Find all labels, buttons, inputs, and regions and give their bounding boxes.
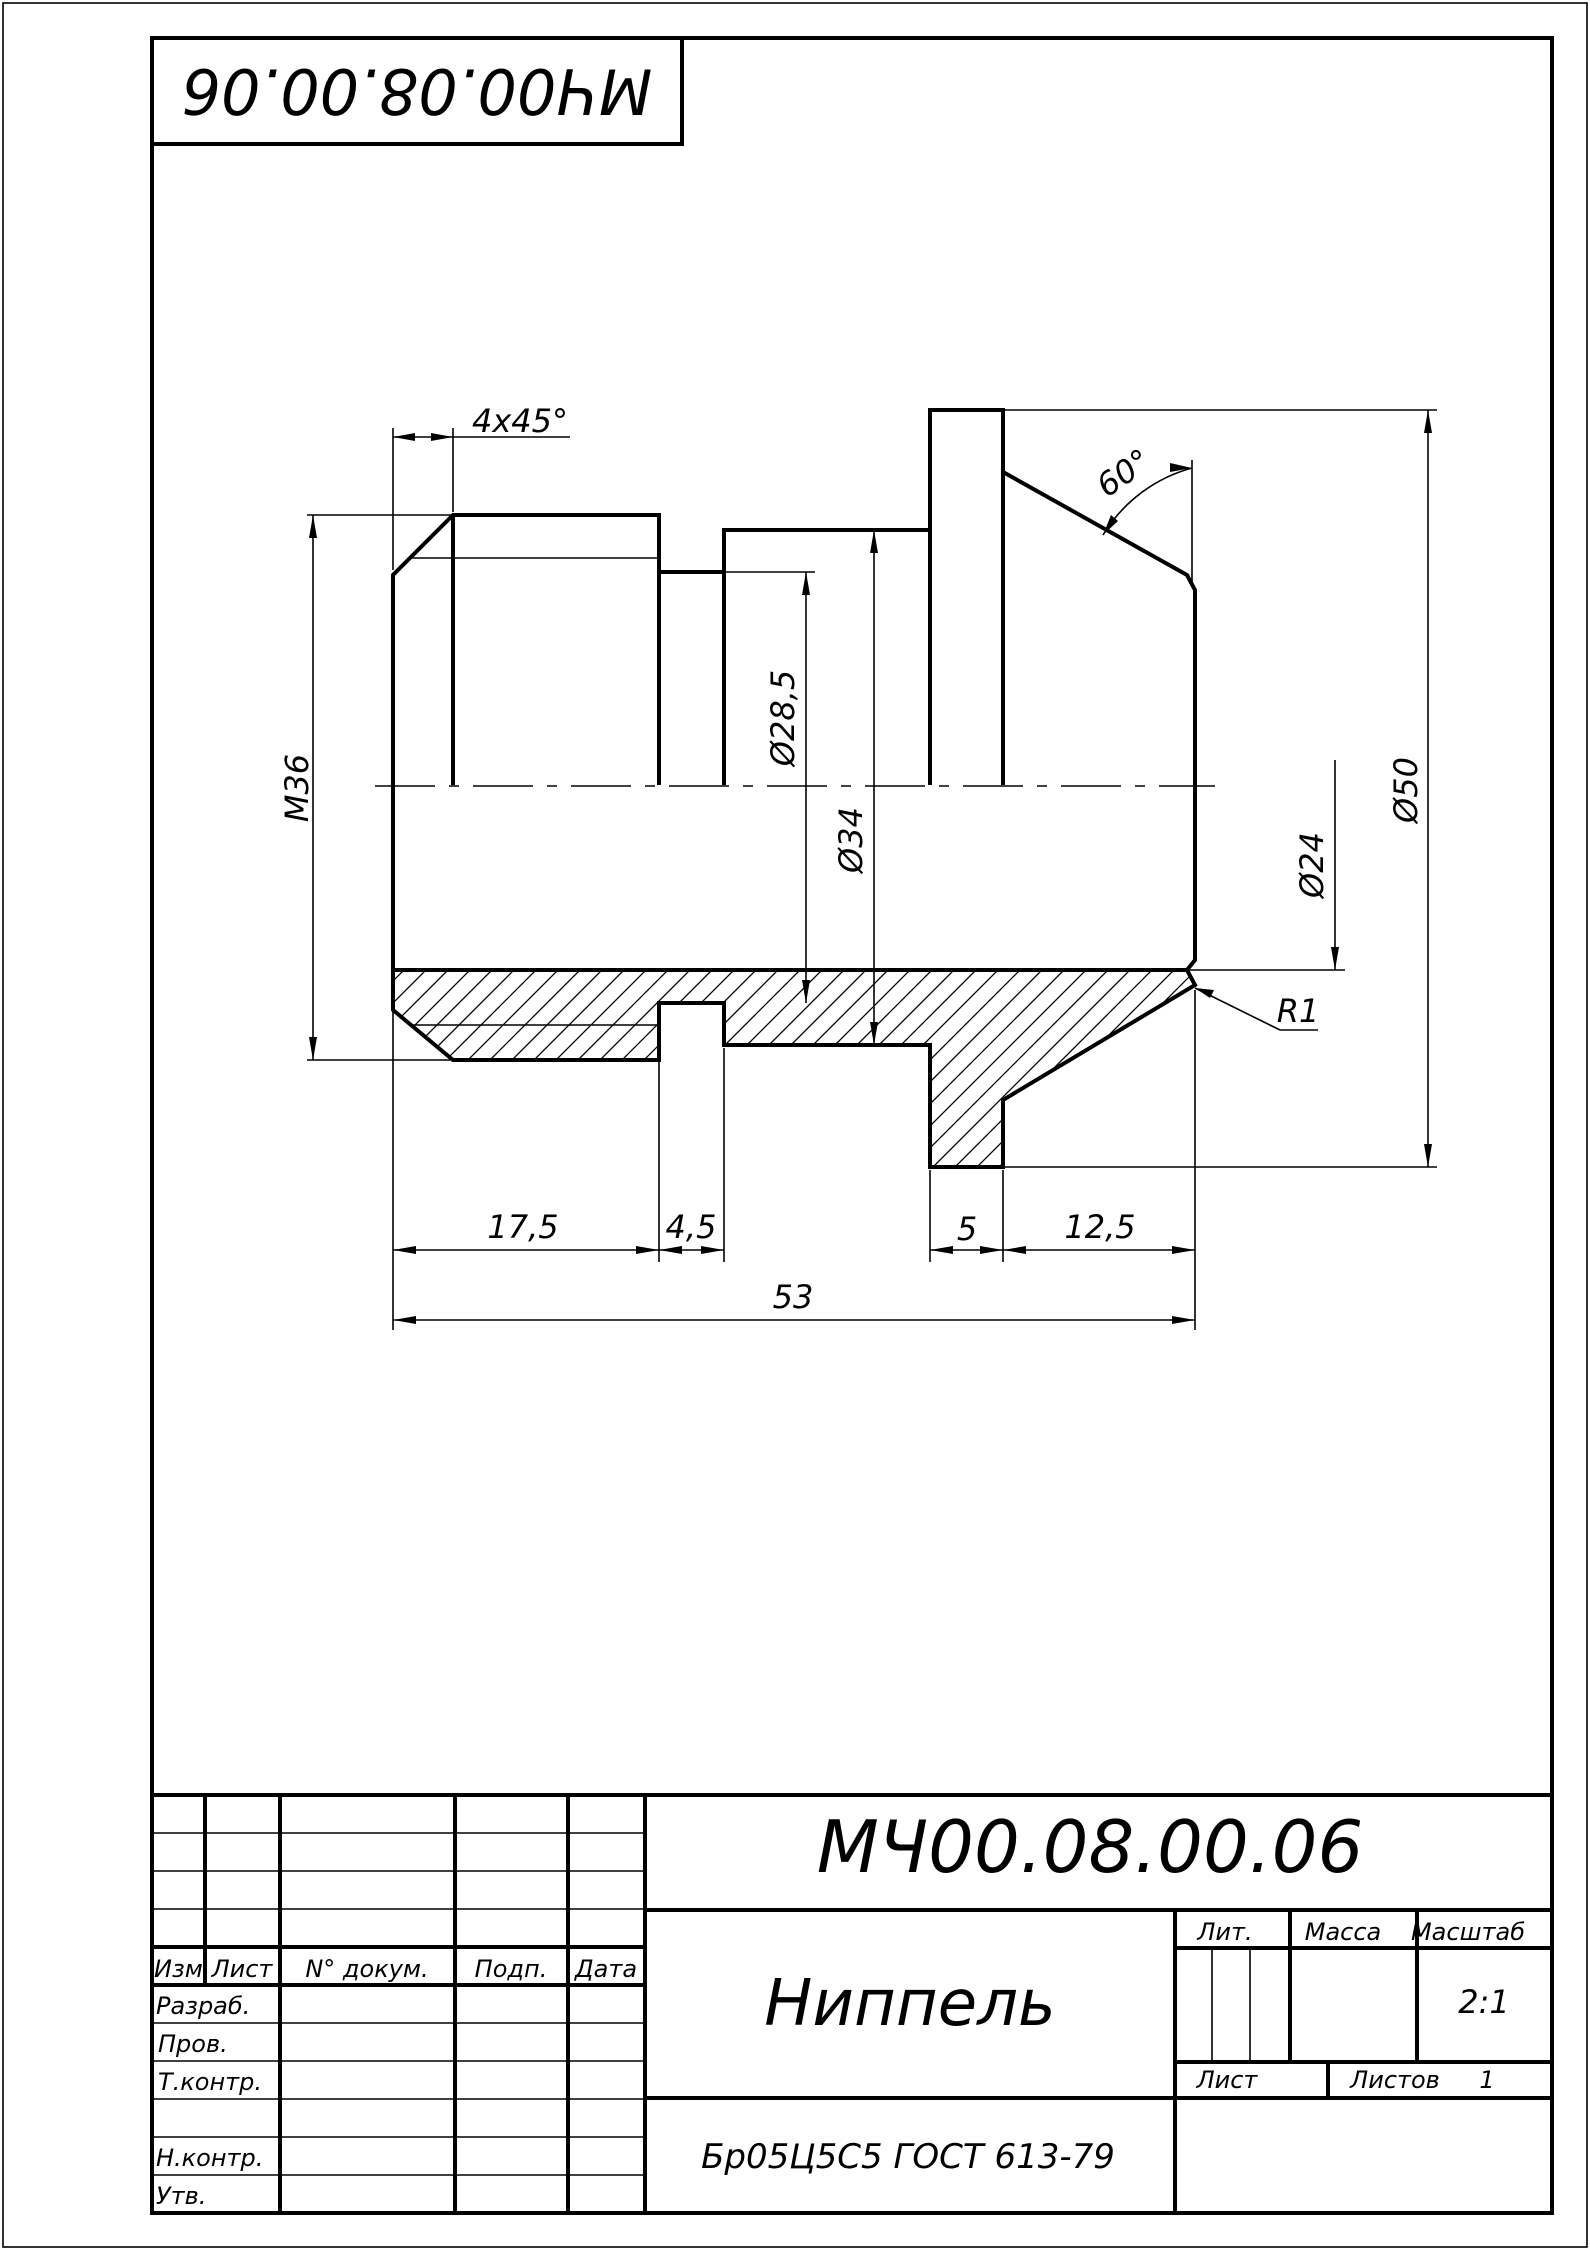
- hatch-line: [614, 940, 874, 1200]
- hatch-line: [240, 940, 500, 1200]
- sheets-label: Листов: [1350, 2066, 1440, 2094]
- sheets-value: 1: [1479, 2066, 1495, 2094]
- hatch-line: [328, 940, 588, 1200]
- lit-label: Лит.: [1197, 1918, 1253, 1946]
- row-prov: Пров.: [158, 2030, 228, 2058]
- scale-value: 2:1: [1458, 1983, 1510, 2021]
- dim-len-cone: 12,5: [1064, 1208, 1136, 1246]
- dim-radius: R1: [1276, 992, 1320, 1030]
- dim-chamfer: 4x45°: [471, 402, 569, 440]
- dim-len-flange: 5: [956, 1210, 978, 1248]
- dim-body-diameter: Ø34: [832, 807, 870, 873]
- hatch-line: [218, 940, 478, 1200]
- corner-code: МЧ00.08.00.06: [181, 54, 653, 128]
- row-utv: Утв.: [156, 2182, 207, 2210]
- hatch-line: [196, 940, 456, 1200]
- hatch-line: [394, 940, 654, 1200]
- hatch-line: [284, 940, 544, 1200]
- hatch-line: [504, 940, 764, 1200]
- hatch-line: [658, 940, 918, 1200]
- hatch-line: [900, 940, 1160, 1200]
- hatch-line: [460, 940, 720, 1200]
- title-block: [152, 1795, 1552, 2213]
- hatch-line: [878, 940, 1138, 1200]
- hatch-line: [944, 940, 1204, 1200]
- hatch-line: [482, 940, 742, 1200]
- hatch-line: [790, 940, 1050, 1200]
- dim-len-groove: 4,5: [665, 1208, 717, 1246]
- dim-groove-diameter: Ø28,5: [764, 669, 802, 767]
- sheet-label: Лист: [1196, 2066, 1258, 2094]
- part-name: Ниппель: [764, 1967, 1056, 2041]
- col-doc: N° докум.: [305, 1955, 429, 1983]
- dim-thread: М36: [278, 753, 316, 823]
- col-izm: Изм: [154, 1955, 203, 1983]
- dim-len-thread: 17,5: [487, 1208, 559, 1246]
- hatch-line: [130, 940, 390, 1200]
- dim-len-total: 53: [772, 1278, 814, 1316]
- hatch-line: [416, 940, 676, 1200]
- hatch-line: [372, 940, 632, 1200]
- hatch-line: [350, 940, 610, 1200]
- hatch-line: [636, 940, 896, 1200]
- dim-angle: 60°: [1089, 441, 1158, 505]
- col-sign: Подп.: [474, 1955, 548, 1983]
- section-hatching: [130, 940, 1270, 1200]
- hatch-line: [570, 940, 830, 1200]
- hatch-line: [812, 940, 1072, 1200]
- part-outline: [393, 410, 1195, 1167]
- hatch-line: [306, 940, 566, 1200]
- scale-label: Масштаб: [1410, 1918, 1526, 1946]
- hatch-line: [724, 940, 984, 1200]
- hatch-line: [702, 940, 962, 1200]
- designation: МЧ00.08.00.06: [816, 1805, 1364, 1889]
- hatch-line: [152, 940, 412, 1200]
- row-razrab: Разраб.: [156, 1992, 251, 2020]
- material: Бр05Ц5С5 ГОСТ 613-79: [701, 2137, 1115, 2177]
- dim-bore-diameter: Ø24: [1293, 832, 1331, 898]
- hatch-line: [548, 940, 808, 1200]
- hatch-line: [768, 940, 1028, 1200]
- row-nkontr: Н.контр.: [156, 2144, 264, 2172]
- mass-label: Масса: [1304, 1918, 1382, 1946]
- hatch-line: [1010, 940, 1270, 1200]
- hatch-line: [526, 940, 786, 1200]
- hatch-line: [680, 940, 940, 1200]
- col-list: Лист: [211, 1955, 273, 1983]
- hatch-line: [856, 940, 1116, 1200]
- hatch-line: [988, 940, 1248, 1200]
- dim-flange-diameter: Ø50: [1387, 757, 1425, 823]
- hatch-line: [746, 940, 1006, 1200]
- row-tkontr: Т.контр.: [158, 2068, 263, 2096]
- col-date: Дата: [574, 1955, 638, 1983]
- hatch-line: [592, 940, 852, 1200]
